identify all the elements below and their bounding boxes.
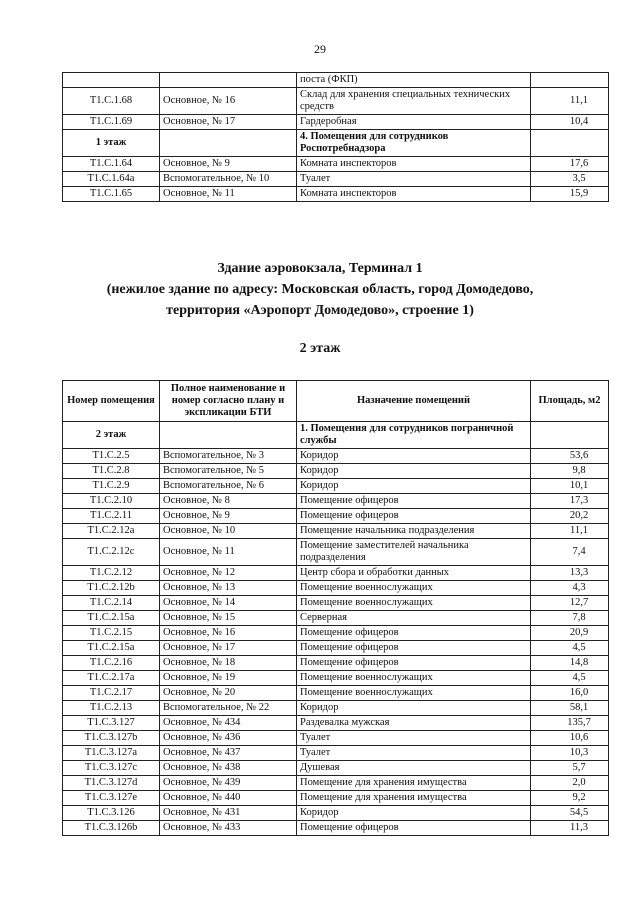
room-number-cell: Т1.С.2.12 <box>63 566 160 581</box>
room-name-cell: Основное, № 12 <box>160 566 297 581</box>
room-purpose-cell: Серверная <box>297 611 531 626</box>
room-name-cell: Основное, № 437 <box>160 746 297 761</box>
table-row <box>63 656 609 671</box>
room-number-cell: Т1.С.1.64а <box>63 172 160 187</box>
room-name-cell: Вспомогательное, № 6 <box>160 479 297 494</box>
table-row <box>63 746 609 761</box>
table-row <box>63 776 609 791</box>
room-area-cell: 3,5 <box>531 172 609 187</box>
room-area-cell: 10,4 <box>531 115 609 130</box>
room-number-cell: Т1.С.2.12с <box>63 539 160 566</box>
room-number-cell: Т1.С.2.15а <box>63 641 160 656</box>
room-purpose-cell: 1. Помещения для сотрудников пограничной службы <box>297 422 531 449</box>
table-row <box>63 581 609 596</box>
room-name-cell: Основное, № 14 <box>160 596 297 611</box>
table-row <box>63 479 609 494</box>
room-name-cell: Основное, № 19 <box>160 671 297 686</box>
room-area-cell: 20,9 <box>531 626 609 641</box>
room-purpose-cell: Помещение офицеров <box>297 821 531 836</box>
table-row <box>63 641 609 656</box>
room-name-cell <box>160 422 297 449</box>
table-row <box>63 464 609 479</box>
room-name-cell: Основное, № 16 <box>160 88 297 115</box>
room-purpose-cell: Коридор <box>297 464 531 479</box>
room-name-cell <box>160 130 297 157</box>
room-area-cell: 12,7 <box>531 596 609 611</box>
room-area-cell: 11,1 <box>531 524 609 539</box>
room-purpose-cell: Помещение военнослужащих <box>297 596 531 611</box>
room-purpose-cell: Склад для хранения специальных технических средств <box>297 88 531 115</box>
room-area-cell: 11,3 <box>531 821 609 836</box>
room-number-cell: Т1.С.2.15 <box>63 626 160 641</box>
section-row <box>63 422 609 449</box>
building-title-line1: Здание аэровокзала, Терминал 1 <box>217 261 423 276</box>
room-number-cell: Т1.С.3.127а <box>63 746 160 761</box>
room-name-cell: Вспомогательное, № 10 <box>160 172 297 187</box>
room-purpose-cell: Помещение военнослужащих <box>297 581 531 596</box>
room-purpose-cell: Помещение офицеров <box>297 509 531 524</box>
header-full-name: Полное наименование и номер согласно плану и экспликации БТИ <box>160 381 297 422</box>
room-name-cell: Основное, № 434 <box>160 716 297 731</box>
room-name-cell: Основное, № 10 <box>160 524 297 539</box>
room-number-cell: Т1.С.2.10 <box>63 494 160 509</box>
table-row <box>63 731 609 746</box>
room-area-cell: 17,3 <box>531 494 609 509</box>
table-row <box>63 626 609 641</box>
table-row <box>63 157 609 172</box>
table-row <box>63 686 609 701</box>
room-purpose-cell: Помещение военнослужащих <box>297 671 531 686</box>
room-area-cell: 10,3 <box>531 746 609 761</box>
room-purpose-cell: Туалет <box>297 172 531 187</box>
room-purpose-cell: 4. Помещения для сотрудников Роспотребнадзора <box>297 130 531 157</box>
table-row <box>63 596 609 611</box>
room-number-cell: Т1.С.3.127d <box>63 776 160 791</box>
room-area-cell: 10,1 <box>531 479 609 494</box>
table-row <box>63 509 609 524</box>
room-number-cell: Т1.С.2.12а <box>63 524 160 539</box>
room-number-cell: Т1.С.3.127е <box>63 791 160 806</box>
table-row <box>63 539 609 566</box>
room-number-cell <box>63 73 160 88</box>
room-name-cell: Основное, № 16 <box>160 626 297 641</box>
room-area-cell: 4,5 <box>531 641 609 656</box>
table-row <box>63 115 609 130</box>
room-name-cell: Основное, № 15 <box>160 611 297 626</box>
room-purpose-cell: Помещение для хранения имущества <box>297 791 531 806</box>
room-purpose-cell: Коридор <box>297 449 531 464</box>
room-number-cell: Т1.С.2.5 <box>63 449 160 464</box>
room-purpose-cell: поста (ФКП) <box>297 73 531 88</box>
room-name-cell: Основное, № 18 <box>160 656 297 671</box>
room-number-cell: Т1.С.1.68 <box>63 88 160 115</box>
room-name-cell: Основное, № 17 <box>160 641 297 656</box>
room-area-cell: 2,0 <box>531 776 609 791</box>
table-row <box>63 524 609 539</box>
room-number-cell: Т1.С.2.15а <box>63 611 160 626</box>
room-purpose-cell: Помещение офицеров <box>297 656 531 671</box>
room-number-cell: Т1.С.2.12b <box>63 581 160 596</box>
table-row <box>63 73 609 88</box>
room-number-cell: Т1.С.2.17 <box>63 686 160 701</box>
room-name-cell: Основное, № 11 <box>160 539 297 566</box>
room-purpose-cell: Помещение офицеров <box>297 641 531 656</box>
table-row <box>63 449 609 464</box>
room-number-cell: Т1.С.3.127 <box>63 716 160 731</box>
room-number-cell: Т1.С.3.126b <box>63 821 160 836</box>
room-number-cell: Т1.С.1.69 <box>63 115 160 130</box>
room-name-cell: Вспомогательное, № 3 <box>160 449 297 464</box>
table-row <box>63 494 609 509</box>
room-purpose-cell: Помещение офицеров <box>297 626 531 641</box>
room-area-cell: 20,2 <box>531 509 609 524</box>
room-area-cell <box>531 422 609 449</box>
table-row <box>63 611 609 626</box>
table-row <box>63 806 609 821</box>
room-purpose-cell: Гардеробная <box>297 115 531 130</box>
header-room-number: Номер помещения <box>63 381 160 422</box>
room-area-cell: 11,1 <box>531 88 609 115</box>
room-number-cell: Т1.С.3.126 <box>63 806 160 821</box>
floor-heading: 2 этаж <box>299 341 341 356</box>
room-name-cell: Основное, № 439 <box>160 776 297 791</box>
table-row <box>63 566 609 581</box>
room-area-cell: 14,8 <box>531 656 609 671</box>
page-number: 29 <box>314 42 326 56</box>
room-area-cell: 4,3 <box>531 581 609 596</box>
room-number-cell: Т1.С.1.64 <box>63 157 160 172</box>
room-purpose-cell: Комната инспекторов <box>297 157 531 172</box>
room-area-cell: 7,4 <box>531 539 609 566</box>
table-row <box>63 187 609 202</box>
room-purpose-cell: Комната инспекторов <box>297 187 531 202</box>
header-purpose: Назначение помещений <box>297 381 531 422</box>
table-row <box>63 172 609 187</box>
room-area-cell: 5,7 <box>531 761 609 776</box>
rooms-table <box>62 380 609 836</box>
room-number-cell: 2 этаж <box>63 422 160 449</box>
table-row <box>63 761 609 776</box>
room-purpose-cell: Коридор <box>297 479 531 494</box>
room-number-cell: Т1.С.1.65 <box>63 187 160 202</box>
room-area-cell: 58,1 <box>531 701 609 716</box>
building-title <box>0 258 640 321</box>
room-number-cell: Т1.С.2.17а <box>63 671 160 686</box>
table-row <box>63 821 609 836</box>
room-purpose-cell: Помещение офицеров <box>297 494 531 509</box>
room-name-cell: Основное, № 436 <box>160 731 297 746</box>
building-title-line3: территория «Аэропорт Домодедово», строение 1) <box>166 303 474 318</box>
room-area-cell: 7,8 <box>531 611 609 626</box>
room-name-cell: Основное, № 9 <box>160 509 297 524</box>
room-name-cell: Основное, № 17 <box>160 115 297 130</box>
room-purpose-cell: Помещение заместителей начальника подразделения <box>297 539 531 566</box>
room-number-cell: Т1.С.3.127b <box>63 731 160 746</box>
header-area: Площадь, м2 <box>531 381 609 422</box>
table-row <box>63 716 609 731</box>
room-name-cell <box>160 73 297 88</box>
rooms-table-body <box>63 422 609 836</box>
table-row <box>63 88 609 115</box>
room-name-cell: Основное, № 431 <box>160 806 297 821</box>
room-area-cell: 9,8 <box>531 464 609 479</box>
room-purpose-cell: Помещение военнослужащих <box>297 686 531 701</box>
room-purpose-cell: Коридор <box>297 701 531 716</box>
room-purpose-cell: Центр сбора и обработки данных <box>297 566 531 581</box>
room-area-cell <box>531 73 609 88</box>
room-area-cell: 54,5 <box>531 806 609 821</box>
room-area-cell: 53,6 <box>531 449 609 464</box>
room-purpose-cell: Туалет <box>297 746 531 761</box>
room-area-cell: 10,6 <box>531 731 609 746</box>
room-number-cell: Т1.С.2.11 <box>63 509 160 524</box>
room-area-cell: 4,5 <box>531 671 609 686</box>
room-name-cell: Основное, № 8 <box>160 494 297 509</box>
room-number-cell: 1 этаж <box>63 130 160 157</box>
table-row <box>63 791 609 806</box>
room-purpose-cell: Помещение для хранения имущества <box>297 776 531 791</box>
rooms-table-continued <box>62 72 609 202</box>
room-number-cell: Т1.С.2.14 <box>63 596 160 611</box>
table-row <box>63 671 609 686</box>
room-area-cell: 16,0 <box>531 686 609 701</box>
rooms-table-header <box>63 381 609 422</box>
room-area-cell: 9,2 <box>531 791 609 806</box>
room-area-cell: 135,7 <box>531 716 609 731</box>
room-name-cell: Основное, № 11 <box>160 187 297 202</box>
room-area-cell: 17,6 <box>531 157 609 172</box>
room-number-cell: Т1.С.2.8 <box>63 464 160 479</box>
room-number-cell: Т1.С.2.13 <box>63 701 160 716</box>
room-purpose-cell: Помещение начальника подразделения <box>297 524 531 539</box>
room-number-cell: Т1.С.2.9 <box>63 479 160 494</box>
room-area-cell: 15,9 <box>531 187 609 202</box>
section-row <box>63 130 609 157</box>
room-name-cell: Основное, № 20 <box>160 686 297 701</box>
header-row <box>63 381 609 422</box>
room-purpose-cell: Раздевалка мужская <box>297 716 531 731</box>
room-name-cell: Основное, № 440 <box>160 791 297 806</box>
room-purpose-cell: Коридор <box>297 806 531 821</box>
room-name-cell: Основное, № 433 <box>160 821 297 836</box>
rooms-table-continued-body <box>63 73 609 202</box>
room-name-cell: Вспомогательное, № 5 <box>160 464 297 479</box>
room-name-cell: Вспомогательное, № 22 <box>160 701 297 716</box>
room-purpose-cell: Туалет <box>297 731 531 746</box>
room-number-cell: Т1.С.2.16 <box>63 656 160 671</box>
room-name-cell: Основное, № 9 <box>160 157 297 172</box>
room-purpose-cell: Душевая <box>297 761 531 776</box>
room-name-cell: Основное, № 13 <box>160 581 297 596</box>
building-title-line2: (нежилое здание по адресу: Московская область, город Домодедово, <box>106 282 534 297</box>
room-area-cell: 13,3 <box>531 566 609 581</box>
room-number-cell: Т1.С.3.127с <box>63 761 160 776</box>
table-row <box>63 701 609 716</box>
room-name-cell: Основное, № 438 <box>160 761 297 776</box>
room-area-cell <box>531 130 609 157</box>
